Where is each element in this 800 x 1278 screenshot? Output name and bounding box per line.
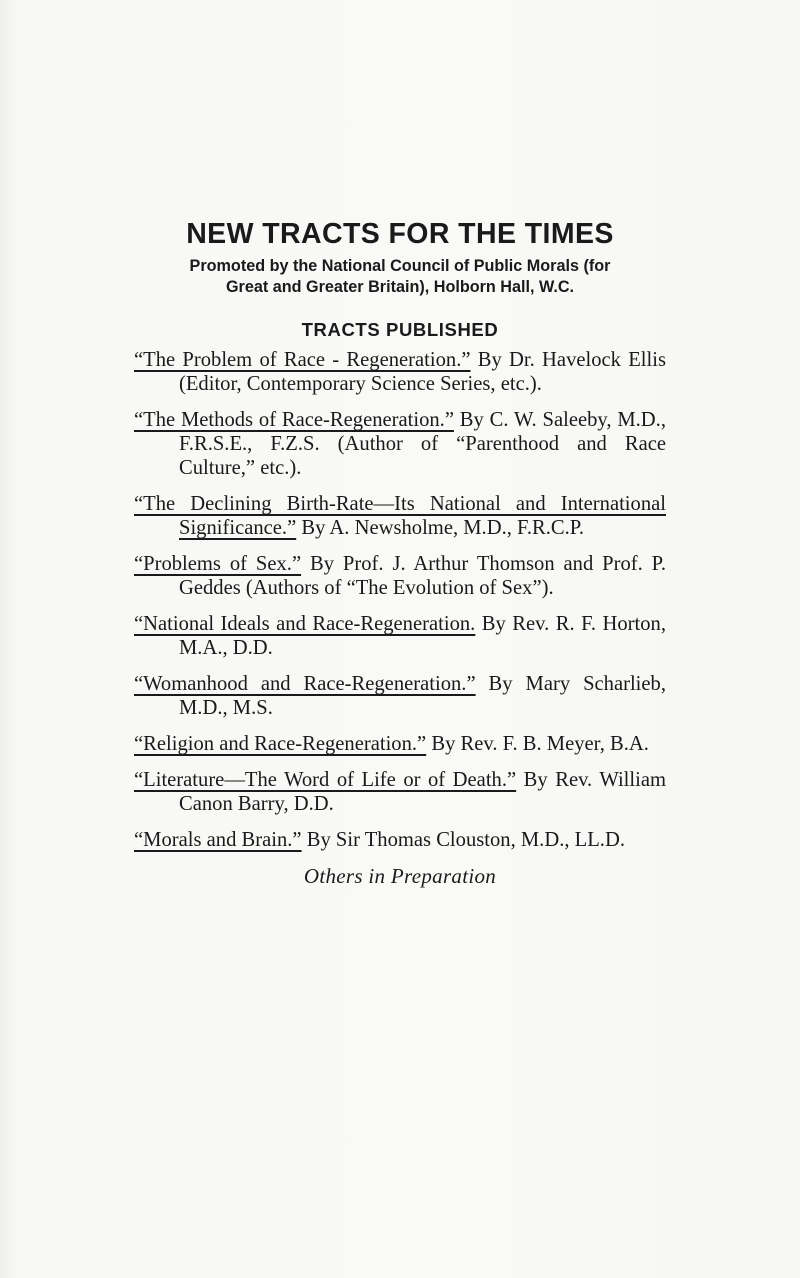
page-title: NEW TRACTS FOR THE TIMES	[186, 218, 614, 250]
tract-entry	[134, 492, 666, 540]
section-heading: TRACTS PUBLISHED	[301, 319, 499, 340]
tract-byline: By Prof. J. Arthur Thomson and Prof. P. Geddes (Authors of “The Evolution of Sex”).	[179, 553, 667, 599]
tract-title: “National Ideals and Race-Regeneration.	[134, 613, 476, 635]
tract-byline: By Rev. William Canon Barry, D.D.	[179, 769, 666, 815]
tract-entry	[134, 768, 666, 816]
publisher-note-line-1: Promoted by the National Council of Public Morals (for	[189, 257, 611, 275]
tract-title: “Morals and Brain.”	[134, 829, 302, 851]
tract-title: “Religion and Race-Regeneration.”	[134, 733, 427, 755]
tract-byline: By A. Newsholme, M.D., F.R.C.P.	[296, 517, 585, 539]
tract-byline: By Sir Thomas Clouston, M.D., LL.D.	[301, 829, 625, 851]
tract-title: “Womanhood and Race-Regeneration.”	[134, 673, 476, 695]
tract-entry	[134, 612, 666, 660]
tract-byline: By C. W. Saleeby, M.D., F.R.S.E., F.Z.S. (Author of “Parenthood and Race Culture,” etc.).	[179, 409, 666, 479]
tract-list	[134, 348, 666, 852]
tract-title: “Problems of Sex.”	[134, 553, 302, 575]
tract-entry	[134, 672, 666, 720]
preparation-note: Others in Preparation	[303, 864, 497, 888]
page-content	[134, 214, 666, 889]
tract-entry	[134, 828, 666, 852]
tract-byline: By Mary Scharlieb, M.D., M.S.	[179, 673, 666, 719]
tract-byline: By Rev. F. B. Meyer, B.A.	[426, 733, 649, 755]
tract-entry	[134, 348, 666, 396]
tract-entry	[134, 408, 666, 480]
tract-title: “The Declining Birth-Rate—Its National and International Significance.”	[134, 493, 666, 539]
publisher-note-line-2: Great and Greater Britain), Holborn Hall, W.C.	[225, 278, 575, 296]
tract-byline: By Rev. R. F. Horton, M.A., D.D.	[179, 613, 666, 659]
tract-entry	[134, 552, 666, 600]
tract-title: “Literature—The Word of Life or of Death.”	[134, 769, 517, 791]
tract-entry	[134, 732, 666, 756]
tract-title: “The Problem of Race - Regeneration.”	[134, 349, 471, 371]
publisher-note	[134, 256, 666, 298]
tract-byline: By Dr. Havelock Ellis (Editor, Contemporary Science Series, etc.).	[179, 349, 666, 395]
tract-title: “The Methods of Race-Regeneration.”	[134, 409, 454, 431]
